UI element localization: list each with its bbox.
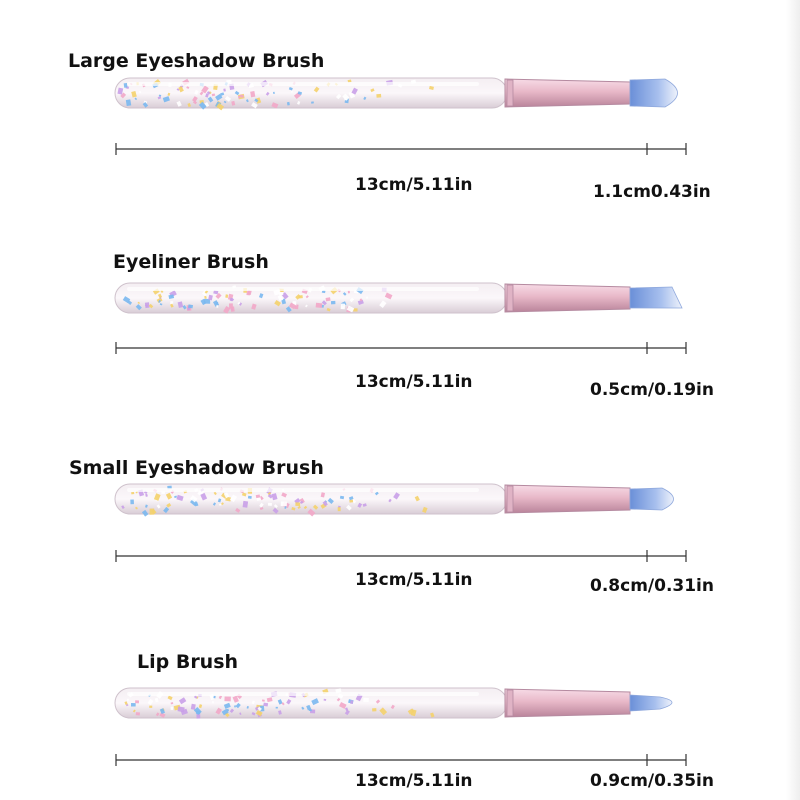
brush-title-lip: Lip Brush	[137, 651, 239, 673]
brush-image-small-eyeshadow	[0, 476, 800, 522]
tip-length-large-eyeshadow: 1.1cm0.43in	[593, 182, 711, 202]
measure-line-eyeliner	[0, 337, 800, 359]
measure-line-large-eyeshadow	[0, 138, 800, 160]
ferrule-ring	[507, 690, 513, 716]
handle-length-lip: 13cm/5.11in	[355, 771, 473, 791]
handle-highlight	[127, 287, 479, 291]
brush-ferrule	[505, 284, 630, 312]
brush-bristles	[630, 695, 672, 711]
ferrule-ring	[507, 80, 513, 106]
handle-length-large-eyeshadow: 13cm/5.11in	[355, 175, 473, 195]
brush-ferrule	[505, 689, 630, 717]
brush-bristles	[630, 79, 678, 107]
tip-length-eyeliner: 0.5cm/0.19in	[590, 380, 714, 400]
handle-highlight	[127, 82, 479, 86]
ferrule-ring	[507, 486, 513, 512]
brush-bristles	[630, 488, 674, 510]
brush-image-large-eyeshadow	[0, 70, 800, 116]
brush-title-small-eyeshadow: Small Eyeshadow Brush	[69, 457, 324, 479]
brush-image-eyeliner	[0, 275, 800, 321]
ferrule-ring	[507, 285, 513, 311]
measure-line-small-eyeshadow	[0, 545, 800, 567]
handle-length-small-eyeshadow: 13cm/5.11in	[355, 570, 473, 590]
tip-length-small-eyeshadow: 0.8cm/0.31in	[590, 576, 714, 596]
brush-title-eyeliner: Eyeliner Brush	[113, 251, 269, 273]
handle-highlight	[127, 488, 479, 492]
handle-length-eyeliner: 13cm/5.11in	[355, 372, 473, 392]
tip-length-lip: 0.9cm/0.35in	[590, 771, 714, 791]
brush-ferrule	[505, 79, 630, 107]
handle-highlight	[127, 692, 479, 696]
brush-ferrule	[505, 485, 630, 513]
measure-line-lip	[0, 749, 800, 771]
brush-bristles	[630, 287, 682, 308]
brush-image-lip	[0, 680, 800, 726]
brush-title-large-eyeshadow: Large Eyeshadow Brush	[68, 50, 325, 72]
